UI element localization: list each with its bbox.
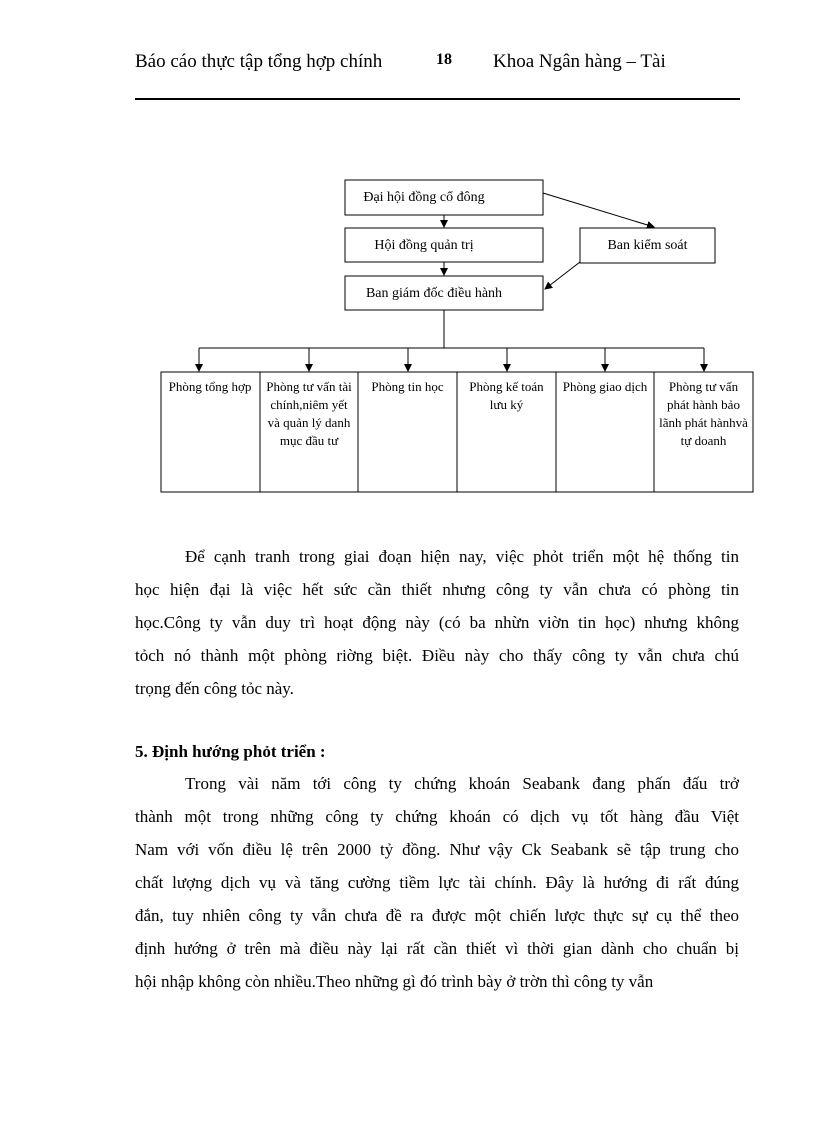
section-heading: 5. Định hướng phỏt triển : (135, 742, 326, 761)
paragraph-line: học hiện đại là việc hết sức cần thiết nhưng công ty vẫn chưa có phòng tin (135, 580, 739, 599)
paragraph-line: đắn, tuy nhiên công ty vẫn chưa đề ra được một chiến lược thực sự cụ thể theo (135, 906, 739, 925)
dept-finance-advisory: Phòng tư vấn tài chính,niêm yết và quản lý danh mục đầu tư (266, 379, 352, 448)
paragraph-line: học.Công ty vẫn duy trì hoạt động này (có ba nhừn viờn tin học) nhưng không (135, 613, 739, 632)
paragraph-line: thành một trong những công ty chứng khoán có dịch vụ tốt hàng đầu Việt (135, 807, 739, 826)
supervisory-board-label: Ban kiểm soát (607, 238, 688, 253)
paragraph-2 (135, 767, 739, 998)
paragraph-line: hội nhập không còn nhiều.Theo những gì đó trình bày ở trờn thì công ty vẫn (135, 972, 654, 991)
org-chart (0, 0, 816, 520)
board-of-directors-label: Hội đồng quản trị (374, 237, 474, 253)
dept-issuance-underwriting: Phòng tư vấn phát hành bảo lãnh phát hànhvà tự doanh (659, 379, 748, 448)
executive-management-label: Ban giám đốc điều hành (365, 285, 503, 301)
header-right-title: Khoa Ngân hàng – Tài (493, 51, 666, 72)
paragraph-line: Trong vài năm tới công ty chứng khoán Seabank đang phấn đấu trở (185, 774, 739, 793)
dept-accounting-custody: Phòng kế toán lưu ký (469, 379, 544, 412)
paragraph-line: tỏch nó thành một phòng riờng biệt. Điều này cho thấy công ty vẫn chưa chú (135, 646, 739, 665)
dept-trading: Phòng giao dịch (562, 379, 648, 394)
paragraph-1 (135, 540, 739, 705)
dept-general: Phòng tổng hợp (168, 379, 252, 394)
paragraph-line: chất lượng dịch vụ và tăng cường tiềm lực tài chính. Đây là hướng đi rất đúng (135, 873, 739, 892)
shareholders-meeting-label: Đại hội đồng cổ đông (363, 190, 485, 205)
paragraph-line: Nam với vốn điều lệ trên 2000 tỷ đồng. Như vậy Ck Seabank sẽ tập trung cho (135, 840, 739, 859)
paragraph-line: Để cạnh tranh trong giai đoạn hiện nay, việc phỏt triển một hệ thống tin (185, 547, 739, 566)
dept-it: Phòng tin học (371, 379, 444, 394)
paragraph-line: trọng đến công tỏc này. (135, 679, 294, 698)
paragraph-line: định hướng ở trên mà điều này lại rất cần thiết vì thời gian dành cho chuẩn bị (135, 939, 739, 958)
header-left-title: Báo cáo thực tập tổng hợp chính (135, 51, 383, 72)
page-number: 18 (436, 51, 452, 68)
